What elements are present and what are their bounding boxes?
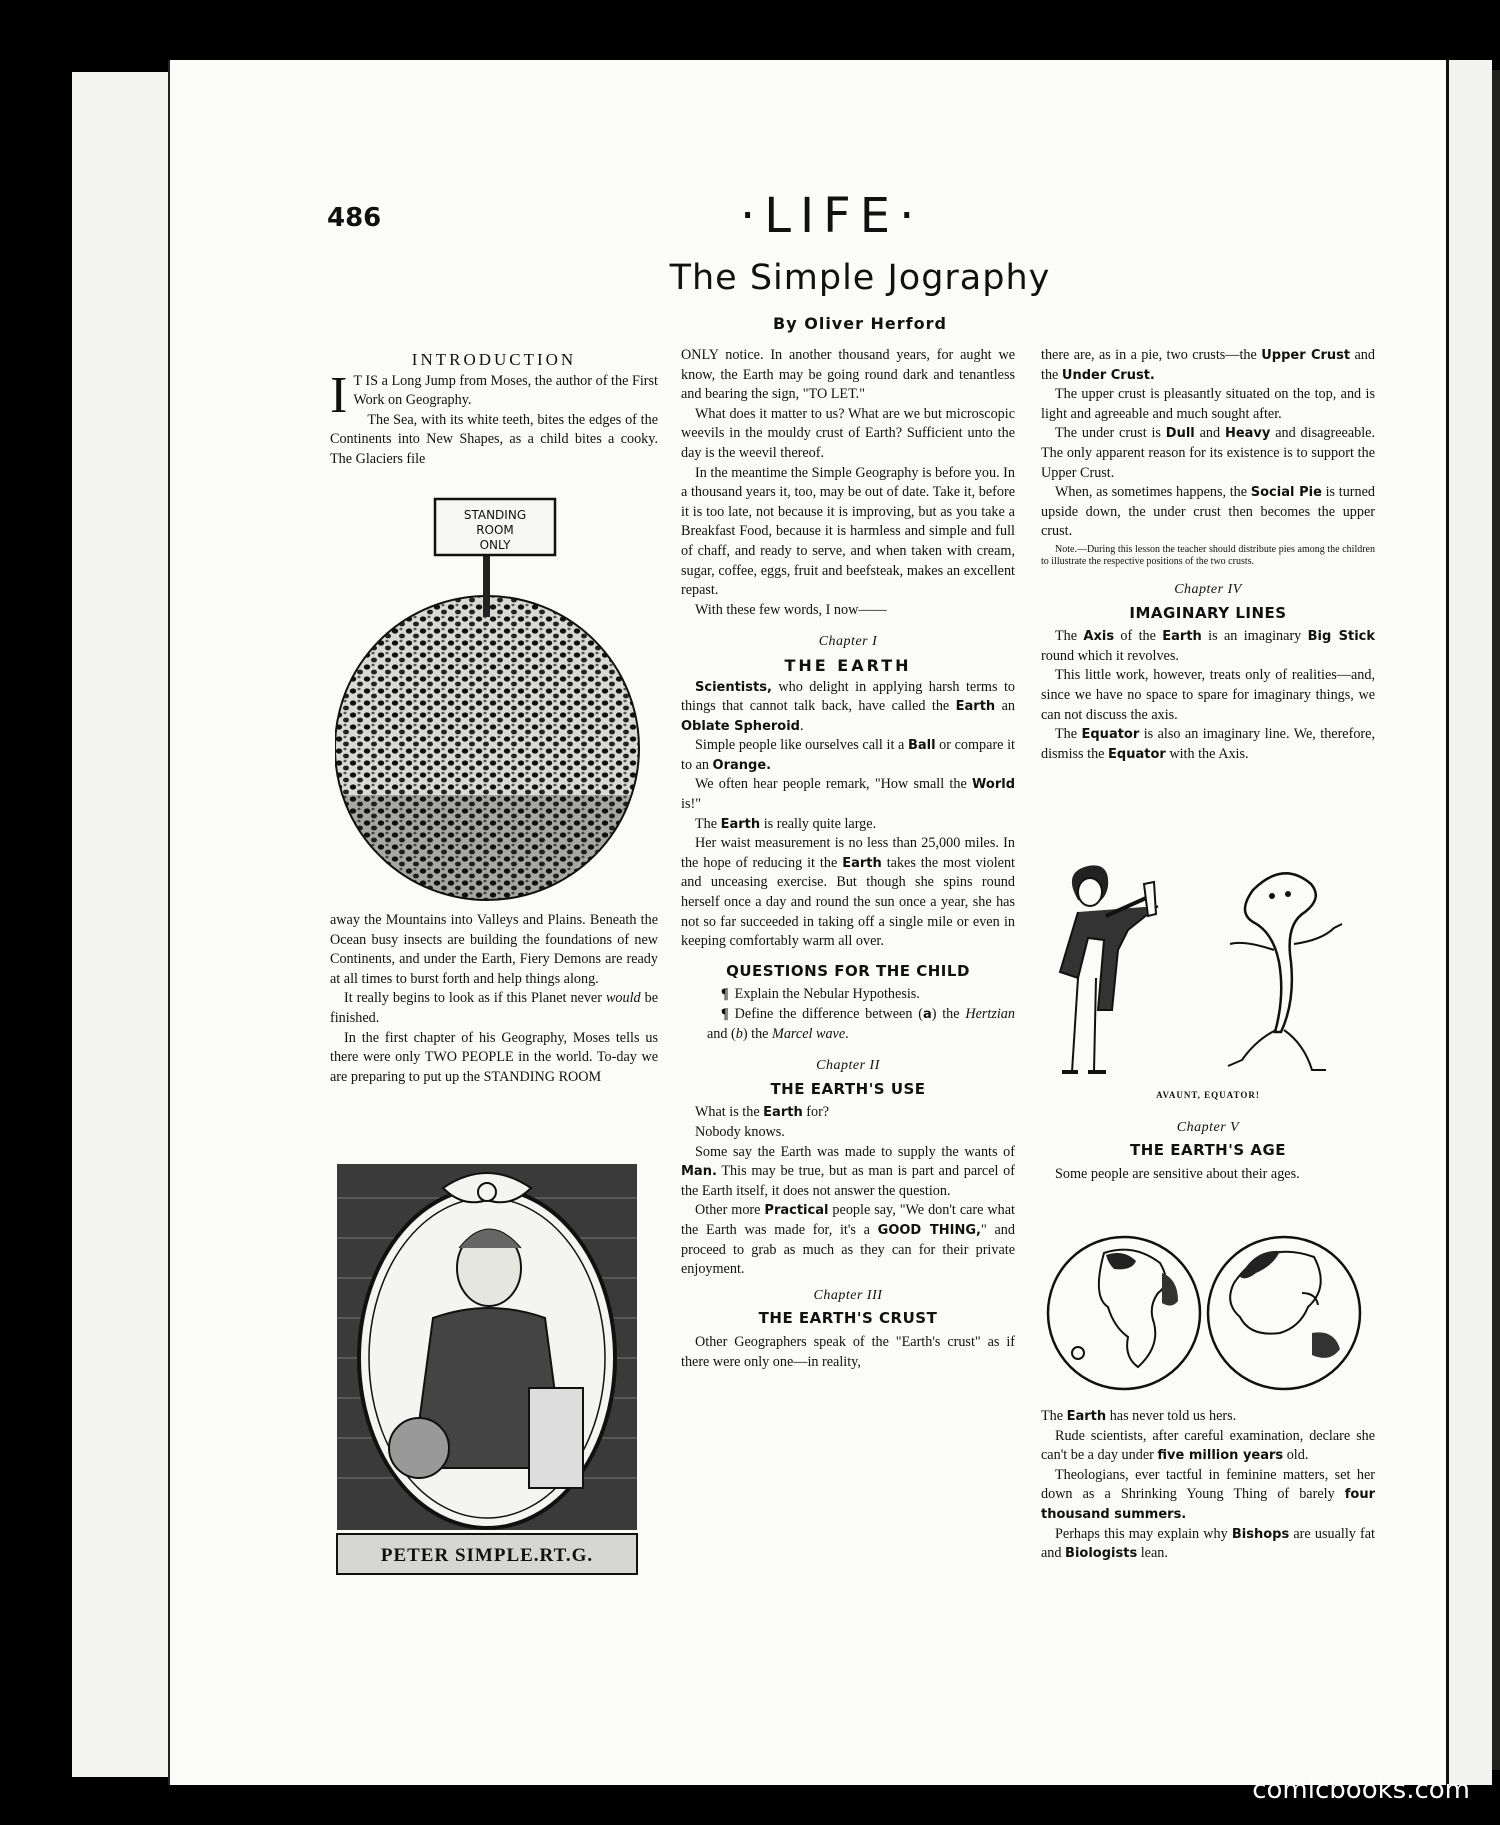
chapter-5-title: THE EARTH'S AGE [1129,1141,1287,1160]
col3-paragraph-4: When, as sometimes happens, the Social Pie is turned upside down, the under crust then becomes the upper crust. [1041,484,1375,540]
sign-line-1: STANDING [463,508,527,522]
ch2-paragraph-4: Other more Practical people say, "We don't care what the Earth was made for, it's a GOOD THING," and proceed to grab as much as they can for their private enjoyment. [681,1202,1015,1278]
drop-cap: I [330,371,348,424]
sign-line-2: ROOM [476,523,514,537]
chapter-1-title: THE EARTH [784,655,912,675]
chapter-2-label: Chapter II [816,1058,880,1074]
col1-paragraph-4: It really begins to look as if this Planet never would be finished. [330,990,658,1026]
questions-title: QUESTIONS FOR THE CHILD [726,961,970,980]
col2-paragraph-3: In the meantime the Simple Geography is before you. In a thousand years it, too, may be out of date. Take it, before it is too late, not because it is improving, but as you take a Breakfast Food, because it is harmless and simple and full of chaff, and ready to serve, and when taken with cream, sugar, coffee, eggs, fruit and beefsteak, makes an excellent repast. [681,464,1015,599]
page-number: 486 [327,203,382,233]
right-page-shadow [1492,70,1500,1770]
column-3-bottom [1041,1082,1375,1184]
question-2: ¶ Define the difference between (a) the Hertzian and (b) the Marcel wave. [707,1006,1015,1042]
intro-text-1: T IS a Long Jump from Moses, the author of the First Work on Geography. [353,372,658,409]
teacher-note: Note.—During this lesson the teacher should distribute pies among the children to illustrate the respective positions of the two crusts. [1041,543,1375,567]
ch1-paragraph-4: The Earth is really quite large. [695,815,877,832]
ch5-paragraph-5: Perhaps this may explain why Bishops are usually fat and Biologists lean. [1041,1525,1375,1562]
avaunt-equator-illustration [1048,860,1368,1080]
ch5-paragraph-3: Rude scientists, after careful examination, declare she can't be a day under five million years old. [1041,1427,1375,1464]
ch2-paragraph-2: Nobody knows. [695,1123,785,1140]
intro-text-2: The Sea, with its white teeth, bites the edges of the Continents into New Shapes, as a child bites a cooky. The Glaciers file [330,411,658,467]
col2-paragraph-4: With these few words, I now—— [695,601,887,618]
intro-paragraph [330,372,658,470]
masthead: ·LIFE· [740,188,924,244]
col2-paragraph-2: What does it matter to us? What are we but microscopic weevils in the mouldy crust of Earth? Sufficient unto the day is the weevil thereof. [681,405,1015,461]
ch5-paragraph-2: The Earth has never told us hers. [1041,1408,1237,1424]
ch3-paragraph-1: Other Geographers speak of the "Earth's crust" as if there were only one—in reality, [681,1333,1015,1370]
right-page-edge [1446,60,1492,1785]
peter-simple-portrait [333,1158,641,1580]
column-1-middle [330,911,658,1087]
column-2 [681,346,1015,1372]
article-title: The Simple Jography [669,258,1051,298]
column-3-top [1041,346,1375,764]
illustration-caption: AVAUNT, EQUATOR! [1156,1090,1260,1100]
standing-room-illustration [335,495,640,915]
chapter-3-label: Chapter III [813,1287,883,1303]
ch1-paragraph-3: We often hear people remark, "How small the World is!" [681,776,1015,813]
portrait-caption: PETER SIMPLE.RT.G. [380,1545,594,1566]
ch4-paragraph-3: The Equator is also an imaginary line. We, therefore, dismiss the Equator with the Axis. [1041,726,1375,762]
ch1-paragraph-5: Her waist measurement is no less than 25,000 miles. In the hope of reducing it the Earth takes the most violent and unceasing exercise. But though she spins round herself once a day and round the sun once a year, she has not so far succeeded in taking off a single mile or even in keeping comfortably warm all over. [681,835,1015,950]
col1-paragraph-3: away the Mountains into Valleys and Plains. Beneath the Ocean busy insects are building the foundations of new Continents, and under the Earth, Fiery Demons are ready at all times to burst forth and help things along. [330,912,658,987]
byline: By Oliver Herford [773,314,947,333]
chapter-4-label: Chapter IV [1174,581,1242,597]
question-1: ¶ Explain the Nebular Hypothesis. [721,986,920,1003]
earth-faces-illustration [1044,1233,1364,1393]
chapter-3-title: THE EARTH'S CRUST [758,1309,938,1328]
ch1-paragraph-2: Simple people like ourselves call it a Ball or compare it to an Orange. [681,737,1015,773]
column-3-end [1041,1407,1375,1564]
site-watermark: comicbooks.com [1252,1775,1470,1805]
col3-paragraph-1: there are, as in a pie, two crusts—the Upper Crust and the Under Crust. [1041,347,1375,383]
ch1-paragraph-1: Scientists, who delight in applying harsh terms to things that cannot talk back, have called the Earth an Oblate Spheroid. [681,678,1015,734]
chapter-2-title: THE EARTH'S USE [770,1079,926,1098]
ch5-paragraph-4: Theologians, ever tactful in feminine matters, set her down as a Shrinking Young Thing of barely four thousand summers. [1041,1466,1375,1522]
col1-paragraph-5: In the first chapter of his Geography, Moses tells us there were only TWO PEOPLE in the world. To-day we are preparing to put up the STANDING ROOM [330,1029,658,1085]
left-page-edge [72,72,168,1777]
col2-paragraph-1: ONLY notice. In another thousand years, for aught we know, the Earth may be going round dark and tenantless and bearing the sign, "TO LET." [681,347,1015,403]
chapter-4-title: IMAGINARY LINES [1129,603,1287,622]
ch4-paragraph-1: The Axis of the Earth is an imaginary Big Stick round which it revolves. [1041,628,1376,664]
ch5-paragraph-1: Some people are sensitive about their ages. [1055,1165,1300,1182]
chapter-5-label: Chapter V [1176,1119,1240,1135]
col3-paragraph-3: The under crust is Dull and Heavy and disagreeable. The only apparent reason for its existence is to support the Upper Crust. [1041,425,1375,481]
column-1-top [330,346,658,470]
ch2-paragraph-1: What is the Earth for? [695,1104,830,1121]
chapter-1-label: Chapter I [818,634,878,650]
ch4-paragraph-2: This little work, however, treats only of realities—and, since we have no space to spare for imaginary things, we can not discuss the axis. [1041,667,1375,723]
sign-line-3: ONLY [479,538,511,552]
col3-paragraph-2: The upper crust is pleasantly situated on the top, and is light and agreeable and much sought after. [1041,386,1375,422]
ch2-paragraph-3: Some say the Earth was made to supply the wants of Man. This may be true, but as man is part and parcel of the Earth itself, it does not answer the question. [681,1143,1015,1199]
intro-heading: INTRODUCTION [411,350,577,369]
